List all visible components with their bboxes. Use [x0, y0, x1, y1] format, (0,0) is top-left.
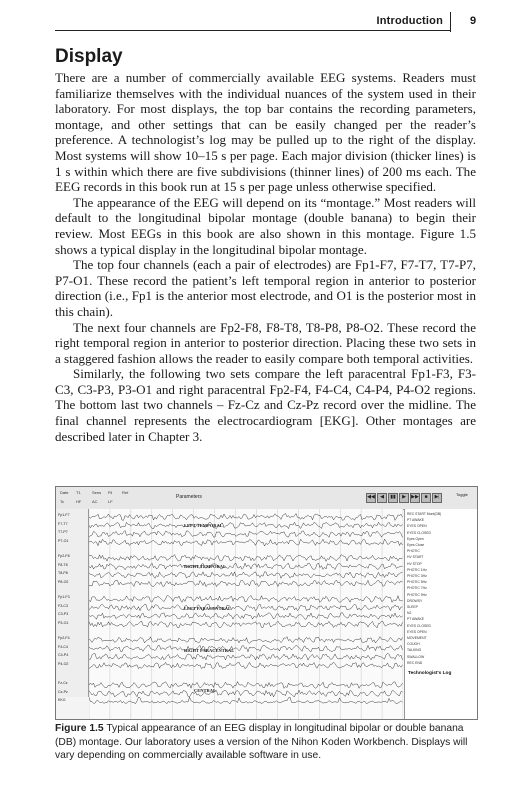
eeg-trace: [89, 654, 403, 661]
log-entry[interactable]: Eyes Close: [407, 543, 425, 547]
eeg-trace: [89, 555, 403, 562]
caption-text: Typical appearance of an EEG display in longitudinal bipolar or double banana (DB) montage. Our laboratory uses a version of the Nihon Koden Workbench. Displays will vary depending on commercially available software in use.: [55, 723, 468, 762]
body-text: [55, 70, 476, 444]
toolbar-cell: Fil: [108, 490, 113, 495]
toolbar-cell: HF: [76, 499, 82, 504]
eeg-trace: [89, 572, 403, 579]
channel-label: T8-P8: [58, 571, 68, 575]
channel-label: C3-P3: [58, 612, 69, 616]
paragraph: Similarly, the following two sets compare the left paracentral Fp1-F3, F3-C3, C3-P3, P3-O1 and right paracentral Fp2-F4, F4-C4, C4-P4, P4-O2 regions. The bottom last two channels – Fz-Cz and Cz-Pz record over the midline. The final channel represents the electrocardiogram [EKG]. Other montages are described later in Chapter 3.: [55, 366, 476, 444]
eeg-trace: [89, 645, 403, 652]
eeg-trace: [89, 604, 403, 611]
chapter-title: Introduction: [376, 15, 443, 27]
eeg-trace: [89, 690, 403, 697]
toolbar-cell: Date: [60, 490, 69, 495]
region-label: LEFT PARACENTRAL: [184, 606, 231, 611]
running-header: [0, 10, 531, 32]
eeg-trace: [89, 697, 403, 704]
log-entry[interactable]: EYES CLOSED: [407, 530, 431, 535]
eeg-trace: [89, 613, 403, 620]
channel-label: Fp2-F8: [58, 554, 70, 558]
channel-label: F3-C3: [58, 603, 68, 608]
log-entry[interactable]: COUGH: [407, 642, 420, 647]
log-entry[interactable]: TALKING: [407, 648, 422, 653]
channel-label: T7-P7: [58, 530, 68, 534]
eeg-traces: [89, 509, 403, 719]
rewind-button[interactable]: ◀◀: [366, 493, 376, 503]
toolbar-cell: Sens: [92, 490, 102, 495]
log-entry[interactable]: HV START: [407, 555, 424, 560]
log-entry[interactable]: PHOTIC 5Hz: [407, 580, 427, 585]
region-label: RIGHT PARACENTRAL: [184, 648, 235, 653]
eeg-figure: [55, 486, 478, 720]
figure-label: Figure 1.5: [55, 723, 104, 734]
log-entry[interactable]: DROWSY: [407, 598, 423, 603]
toolbar-cell: Ref: [122, 490, 129, 495]
channel-label-column: [56, 509, 89, 702]
channel-label: Fp2-F4: [58, 636, 70, 640]
eeg-trace-area: [89, 509, 403, 719]
channel-label: Fp1-F3: [58, 595, 70, 599]
page-number: 9: [470, 15, 477, 27]
playback-controls: [366, 493, 442, 502]
channel-label: P3-O1: [58, 620, 69, 625]
toolbar-cell: T1: [76, 490, 81, 495]
eeg-trace: [89, 514, 403, 521]
next-page-button[interactable]: ▶|: [432, 493, 442, 503]
log-entry[interactable]: EYES OPEN: [407, 524, 427, 529]
channel-label: P7-O1: [58, 538, 69, 543]
header-divider: [450, 12, 451, 32]
log-entry[interactable]: PHOTIC 3Hz: [407, 574, 427, 578]
region-label: CENTRAL: [194, 688, 217, 693]
log-entry[interactable]: EYES CLOSED: [407, 623, 431, 628]
log-entry[interactable]: N2: [407, 611, 412, 616]
figure-caption: [55, 722, 476, 763]
channel-label: C4-P4: [58, 653, 69, 657]
eeg-trace: [89, 662, 403, 669]
eeg-trace: [89, 637, 403, 644]
pause-button[interactable]: ▮▮: [388, 493, 398, 503]
region-label: RIGHT TEMPORAL: [184, 564, 226, 569]
toolbar-cell: LF: [108, 499, 113, 504]
technologist-log-panel: [404, 509, 478, 719]
log-entry[interactable]: SLEEP: [407, 605, 418, 609]
log-entry[interactable]: PT AWAKE: [407, 617, 425, 622]
channel-label: P8-O2: [58, 579, 69, 584]
eeg-trace: [89, 522, 403, 529]
log-entry[interactable]: EYES OPEN: [407, 629, 427, 634]
channel-label: F7-T7: [58, 521, 68, 526]
log-title: Technologist's Log: [408, 671, 452, 676]
channel-label: Fp1-F7: [58, 513, 70, 517]
toolbar-cell: AC: [92, 499, 98, 504]
toggle-label[interactable]: Toggle: [456, 492, 468, 497]
channel-label: F4-C4: [58, 644, 68, 649]
toolbar-cell: Tc: [60, 499, 64, 504]
eeg-trace: [89, 531, 403, 538]
section-heading: Display: [55, 46, 123, 67]
eeg-trace: [89, 539, 403, 546]
play-button[interactable]: ▶: [399, 493, 409, 503]
log-entry[interactable]: REC START Mont(DB): [407, 512, 442, 516]
region-label: LEFT TEMPORAL: [184, 523, 223, 528]
eeg-trace: [89, 563, 403, 570]
log-entry[interactable]: PHOTIC: [407, 549, 420, 554]
eeg-trace: [89, 580, 403, 587]
paragraph: The appearance of the EEG will depend on its “montage.” Most readers will default to the longitudinal bipolar montage (double banana) to begin their review. Most EEGs in this book are also shown in this montage. Figure 1.5 shows a typical display in the longitudinal bipolar montage.: [55, 194, 476, 257]
paragraph: The next four channels are Fp2-F8, F8-T8, T8-P8, P8-O2. These record the right temporal region in anterior to posterior direction. Placing these two sets in a staggered fashion allows the reader to easily compare both temporal activities.: [55, 319, 476, 366]
log-entry[interactable]: PT AWAKE: [407, 518, 425, 523]
fast-forward-button[interactable]: ▶▶: [410, 493, 420, 503]
log-entry[interactable]: PHOTIC 9Hz: [407, 592, 427, 597]
prev-page-button[interactable]: ◀: [377, 493, 387, 503]
channel-label: P4-O2: [58, 661, 69, 666]
eeg-trace: [89, 621, 403, 628]
channel-label: Fz-Cz: [58, 681, 68, 685]
paragraph: The top four channels (each a pair of electrodes) are Fp1-F7, F7-T7, T7-P7, P7-O1. These record the patient’s left temporal region in anterior to posterior direction (i.e., Fp1 is the anterior most electrode, and O1 is the posterior most in this chain).: [55, 257, 476, 319]
eeg-trace: [89, 596, 403, 603]
log-entry[interactable]: Eyes Open: [407, 536, 424, 541]
log-entry[interactable]: PHOTIC 7Hz: [407, 586, 427, 591]
eeg-toolbar: [56, 487, 477, 510]
eeg-trace: [89, 682, 403, 689]
stop-button[interactable]: ■: [421, 493, 431, 503]
log-entry[interactable]: MOVEMENT: [407, 636, 427, 640]
log-entry[interactable]: PHOTIC 1Hz: [407, 567, 427, 572]
log-entry[interactable]: HV STOP: [407, 561, 422, 566]
channel-label: EKG: [58, 698, 66, 702]
log-entry[interactable]: SWALLOW: [407, 654, 425, 659]
channel-label: F8-T8: [58, 562, 68, 567]
paragraph: There are a number of commercially available EEG systems. Readers must familiarize themselves with the individual nuances of the system used in their laboratory. For most displays, the top bar contains the recording parameters, montage, and other settings that can be easily changed per the reader’s preference. A technologist’s log may be pulled up to the right of the display. Most systems will show 10–15 s per page. Each major division (thicker lines) is 1 s within which there are five subdivisions (thinner lines) of 200 ms each. The EEG records in this book run at 15 s per page unless otherwise specified.: [55, 70, 476, 195]
log-entry[interactable]: REC END: [407, 660, 423, 665]
channel-label: Cz-Pz: [58, 689, 68, 694]
parameters-label: Parameters: [176, 494, 202, 500]
